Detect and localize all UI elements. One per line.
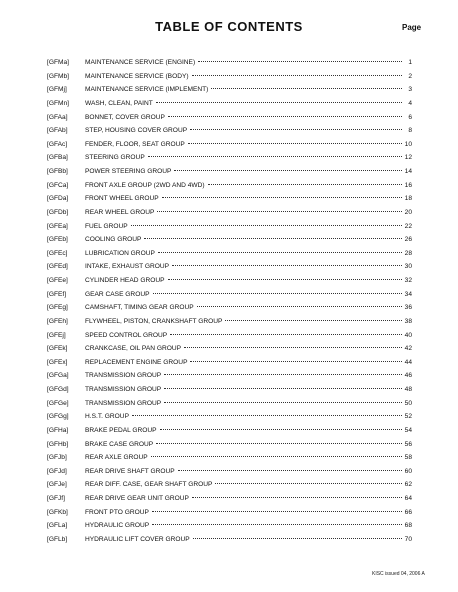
toc-label: MAINTENANCE SERVICE (BODY): [85, 72, 189, 80]
toc-entry: [85, 260, 412, 274]
toc-label: TRANSMISSION GROUP: [85, 399, 162, 407]
toc-page-number: 20: [404, 208, 412, 216]
toc-row: [47, 451, 412, 465]
toc-entry: [85, 315, 412, 329]
toc-row: [47, 383, 412, 397]
toc-code: [GFEx]: [47, 358, 68, 366]
toc-row: [47, 397, 412, 411]
dot-leader: [174, 169, 402, 171]
toc-code: [GFAa]: [47, 113, 68, 121]
dot-leader: [190, 128, 402, 130]
dot-leader: [172, 264, 402, 266]
toc-label: FUEL GROUP: [85, 222, 128, 230]
toc-entry: [85, 369, 412, 383]
toc-row: [47, 369, 412, 383]
dot-leader: [157, 210, 402, 212]
toc-page-number: 34: [404, 290, 412, 298]
toc-label: CAMSHAFT, TIMING GEAR GROUP: [85, 304, 194, 312]
toc-row: [47, 478, 412, 492]
toc-code: [GFEj]: [47, 331, 66, 339]
dot-leader: [188, 142, 402, 144]
toc-code: [GFEg]: [47, 304, 68, 312]
dot-leader: [152, 523, 402, 525]
toc-row: [47, 233, 412, 247]
dot-leader: [164, 387, 402, 389]
toc-page-number: 16: [404, 181, 412, 189]
dot-leader: [190, 360, 402, 362]
dot-leader: [152, 510, 402, 512]
dot-leader: [184, 346, 402, 348]
dot-leader: [215, 482, 402, 484]
toc-label: WASH, CLEAN, PAINT: [85, 99, 153, 107]
toc-page-number: 1: [408, 59, 412, 66]
toc-entry: [85, 519, 412, 533]
toc-code: [GFLb]: [47, 535, 68, 543]
toc-row: [47, 315, 412, 329]
toc-code: [GFDa]: [47, 195, 69, 203]
toc-row: [47, 342, 412, 356]
toc-code: [GFJd]: [47, 467, 67, 475]
toc-row: [47, 424, 412, 438]
toc-row: [47, 301, 412, 315]
toc-entry: [85, 410, 412, 424]
toc-page-number: 48: [404, 386, 412, 393]
toc-page-number: 36: [404, 304, 412, 312]
dot-leader: [170, 333, 402, 335]
toc-entry: [85, 424, 412, 438]
toc-code: [GFAb]: [47, 127, 68, 135]
toc-label: TRANSMISSION GROUP: [85, 386, 162, 393]
toc-row: [47, 260, 412, 274]
toc-label: FRONT PTO GROUP: [85, 508, 149, 516]
toc-entry: [85, 206, 412, 220]
dot-leader: [225, 319, 402, 321]
toc-entry: [85, 56, 412, 70]
toc-entry: [85, 192, 412, 206]
toc-code: [GFMa]: [47, 59, 69, 66]
toc-page-number: 2: [408, 72, 412, 80]
toc-page-number: 52: [404, 413, 412, 421]
toc-label: REAR WHEEL GROUP: [85, 208, 155, 216]
toc-page-number: 10: [404, 140, 412, 148]
toc-row: [47, 438, 412, 452]
toc-entry: [85, 438, 412, 452]
toc-page-number: 64: [404, 495, 412, 502]
page-title: TABLE OF CONTENTS: [155, 19, 303, 34]
toc-entry: [85, 478, 412, 492]
toc-row: [47, 138, 412, 152]
toc-row: [47, 274, 412, 288]
toc-label: H.S.T. GROUP: [85, 413, 129, 421]
toc-code: [GFGd]: [47, 386, 69, 393]
dot-leader: [131, 224, 402, 226]
issue-footer: KISC issued 04, 2006 A: [372, 571, 425, 577]
dot-leader: [158, 251, 402, 253]
toc-entry: [85, 83, 412, 97]
toc-label: BRAKE CASE GROUP: [85, 440, 154, 448]
toc-page-number: 12: [404, 154, 412, 162]
toc-row: [47, 519, 412, 533]
toc-page-number: 58: [404, 454, 412, 462]
toc-label: MAINTENANCE SERVICE (ENGINE): [85, 59, 196, 66]
toc-page-number: 3: [408, 86, 412, 94]
toc-code: [GFMb]: [47, 72, 69, 80]
toc-page-number: 44: [404, 358, 412, 366]
page-column-label: Page: [402, 23, 422, 32]
toc-page-number: 46: [404, 372, 412, 380]
toc-page-number: 18: [404, 195, 412, 203]
toc-row: [47, 465, 412, 479]
toc-entry: [85, 533, 412, 547]
toc-page-number: 28: [404, 249, 412, 257]
toc-code: [GFJb]: [47, 454, 67, 462]
toc-entry: [85, 247, 412, 261]
toc-page-number: 8: [408, 127, 412, 135]
toc-entry: [85, 356, 412, 370]
toc-code: [GFEd]: [47, 263, 68, 271]
dot-leader: [151, 455, 402, 457]
toc-page-number: 30: [404, 263, 412, 271]
toc-page-number: 40: [404, 331, 412, 339]
toc-entry: [85, 288, 412, 302]
toc-code: [GFEf]: [47, 290, 67, 298]
toc-code: [GFEh]: [47, 317, 68, 325]
dot-leader: [168, 278, 402, 280]
toc-row: [47, 83, 412, 97]
toc-entry: [85, 465, 412, 479]
toc-label: REPLACEMENT ENGINE GROUP: [85, 358, 188, 366]
dot-leader: [193, 537, 402, 539]
toc-page-number: 22: [404, 222, 412, 230]
toc-code: [GFHa]: [47, 426, 69, 434]
dot-leader: [132, 414, 402, 416]
toc-label: CRANKCASE, OIL PAN GROUP: [85, 345, 181, 353]
toc-row: [47, 56, 412, 70]
toc-code: [GFBa]: [47, 154, 68, 162]
toc-code: [GFGg]: [47, 413, 69, 421]
toc-label: CYLINDER HEAD GROUP: [85, 277, 165, 284]
toc-row: [47, 206, 412, 220]
toc-row: [47, 410, 412, 424]
toc-page-number: 38: [404, 317, 412, 325]
toc-page-number: 6: [408, 113, 412, 121]
toc-entry: [85, 492, 412, 506]
toc-entry: [85, 97, 412, 111]
toc-code: [GFKb]: [47, 508, 68, 516]
toc-label: GEAR CASE GROUP: [85, 290, 150, 298]
toc-label: HYDRAULIC LIFT COVER GROUP: [85, 535, 190, 543]
toc-label: REAR DIFF. CASE, GEAR SHAFT GROUP: [85, 481, 213, 489]
toc-entry: [85, 342, 412, 356]
dot-leader: [164, 401, 402, 403]
toc-row: [47, 111, 412, 125]
toc-row: [47, 288, 412, 302]
toc-code: [GFJf]: [47, 495, 65, 502]
toc-page-number: 62: [404, 481, 412, 489]
toc-entry: [85, 329, 412, 343]
toc-code: [GFMn]: [47, 99, 69, 107]
toc-code: [GFGa]: [47, 372, 69, 380]
toc-entry: [85, 274, 412, 288]
dot-leader: [192, 496, 402, 498]
toc-label: HYDRAULIC GROUP: [85, 522, 150, 530]
dot-leader: [192, 74, 402, 76]
toc-label: STEERING GROUP: [85, 154, 145, 162]
dot-leader: [197, 305, 402, 307]
toc-entry: [85, 301, 412, 315]
toc-label: REAR AXLE GROUP: [85, 454, 148, 462]
toc-code: [GFEc]: [47, 249, 68, 257]
toc-page-number: 70: [404, 535, 412, 543]
toc-entry: [85, 151, 412, 165]
dot-leader: [156, 442, 402, 444]
dot-leader: [178, 469, 402, 471]
toc-page-number: 60: [404, 467, 412, 475]
toc-entry: [85, 165, 412, 179]
toc-code: [GFHb]: [47, 440, 69, 448]
toc-page-number: 54: [404, 426, 412, 434]
toc-label: COOLING GROUP: [85, 236, 142, 244]
dot-leader: [153, 292, 403, 294]
toc-page-number: 66: [404, 508, 412, 516]
toc-code: [GFBb]: [47, 168, 68, 175]
toc-row: [47, 329, 412, 343]
toc-label: BONNET, COVER GROUP: [85, 113, 165, 121]
toc-label: SPEED CONTROL GROUP: [85, 331, 168, 339]
toc-label: REAR DRIVE SHAFT GROUP: [85, 467, 175, 475]
toc-code: [GFEa]: [47, 222, 68, 230]
toc-row: [47, 533, 412, 547]
toc-page-number: 56: [404, 440, 412, 448]
toc-label: MAINTENANCE SERVICE (IMPLEMENT): [85, 86, 209, 94]
toc-code: [GFGe]: [47, 399, 69, 407]
toc-code: [GFDb]: [47, 208, 69, 216]
toc-label: FRONT AXLE GROUP (2WD AND 4WD): [85, 181, 205, 189]
toc-row: [47, 247, 412, 261]
toc-row: [47, 192, 412, 206]
toc-label: TRANSMISSION GROUP: [85, 372, 162, 380]
toc-entry: [85, 179, 412, 193]
toc-entry: [85, 397, 412, 411]
toc-label: FENDER, FLOOR, SEAT GROUP: [85, 140, 185, 148]
toc-row: [47, 97, 412, 111]
toc-entry: [85, 506, 412, 520]
toc-code: [GFEe]: [47, 277, 68, 284]
toc-entry: [85, 124, 412, 138]
toc-row: [47, 70, 412, 84]
toc-page-number: 14: [404, 168, 412, 175]
toc-code: [GFLa]: [47, 522, 68, 530]
toc-row: [47, 124, 412, 138]
toc-entry: [85, 220, 412, 234]
toc-row: [47, 220, 412, 234]
toc-code: [GFMj]: [47, 86, 67, 94]
dot-leader: [148, 155, 402, 157]
dot-leader: [160, 428, 402, 430]
toc-label: LUBRICATION GROUP: [85, 249, 155, 257]
toc-entry: [85, 451, 412, 465]
table-of-contents: [47, 56, 412, 547]
toc-label: REAR DRIVE GEAR UNIT GROUP: [85, 495, 189, 502]
toc-row: [47, 506, 412, 520]
toc-page-number: 42: [404, 345, 412, 353]
toc-entry: [85, 383, 412, 397]
dot-leader: [162, 196, 402, 198]
dot-leader: [168, 115, 402, 117]
toc-page-number: 50: [404, 399, 412, 407]
toc-code: [GFAc]: [47, 140, 68, 148]
toc-entry: [85, 111, 412, 125]
toc-page-number: 68: [404, 522, 412, 530]
toc-row: [47, 356, 412, 370]
toc-label: FLYWHEEL, PISTON, CRANKSHAFT GROUP: [85, 317, 223, 325]
toc-entry: [85, 233, 412, 247]
toc-label: INTAKE, EXHAUST GROUP: [85, 263, 170, 271]
toc-entry: [85, 70, 412, 84]
toc-page-number: 26: [404, 236, 412, 244]
dot-leader: [144, 237, 402, 239]
toc-label: FRONT WHEEL GROUP: [85, 195, 159, 203]
toc-row: [47, 492, 412, 506]
dot-leader: [164, 373, 402, 375]
toc-row: [47, 165, 412, 179]
dot-leader: [211, 87, 402, 89]
toc-label: BRAKE PEDAL GROUP: [85, 426, 157, 434]
toc-entry: [85, 138, 412, 152]
toc-row: [47, 151, 412, 165]
toc-row: [47, 179, 412, 193]
toc-label: STEP, HOUSING COVER GROUP: [85, 127, 188, 135]
toc-page-number: 32: [404, 277, 412, 284]
toc-code: [GFCa]: [47, 181, 69, 189]
toc-code: [GFJe]: [47, 481, 67, 489]
dot-leader: [198, 60, 402, 62]
toc-page-number: 4: [408, 99, 412, 107]
toc-code: [GFEb]: [47, 236, 68, 244]
dot-leader: [156, 101, 402, 103]
dot-leader: [208, 183, 402, 185]
toc-label: POWER STEERING GROUP: [85, 168, 172, 175]
toc-code: [GFEk]: [47, 345, 68, 353]
